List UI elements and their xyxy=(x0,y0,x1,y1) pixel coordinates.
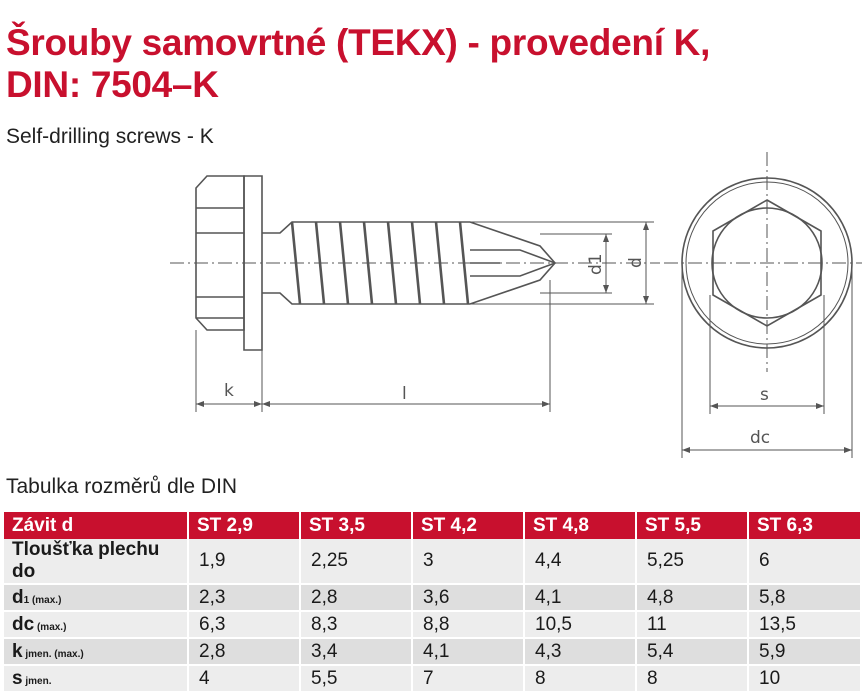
table-cell: 4,8 xyxy=(636,584,748,611)
table-header-row xyxy=(4,512,860,539)
table-cell: 3,6 xyxy=(412,584,524,611)
dim-label-s: s xyxy=(760,385,769,405)
table-cell: 4,4 xyxy=(524,539,636,584)
table-cell: 4,3 xyxy=(524,638,636,665)
row-label: k jmen. (max.) xyxy=(4,638,188,665)
table-cell: 13,5 xyxy=(748,611,860,638)
table-cell: 8 xyxy=(636,665,748,692)
title-line-2: DIN: 7504–K xyxy=(6,64,219,105)
table-cell: 5,4 xyxy=(636,638,748,665)
header-cell: ST 2,9 xyxy=(188,512,300,539)
table-cell: 2,8 xyxy=(300,584,412,611)
table-row xyxy=(4,611,860,638)
table-caption: Tabulka rozměrů dle DIN xyxy=(6,475,238,498)
row-label: s jmen. xyxy=(4,665,188,692)
dim-label-d1: d1 xyxy=(586,253,606,275)
table-cell: 5,8 xyxy=(748,584,860,611)
table-row xyxy=(4,539,860,584)
table-cell: 6 xyxy=(748,539,860,584)
table-cell: 5,5 xyxy=(300,665,412,692)
table-cell: 8,3 xyxy=(300,611,412,638)
table-cell: 3,4 xyxy=(300,638,412,665)
table-cell: 2,3 xyxy=(188,584,300,611)
row-label: dc (max.) xyxy=(4,611,188,638)
table-cell: 8 xyxy=(524,665,636,692)
table-cell: 1,9 xyxy=(188,539,300,584)
header-cell: ST 4,2 xyxy=(412,512,524,539)
table-cell: 4,1 xyxy=(524,584,636,611)
dim-label-d: d xyxy=(626,257,646,268)
table-cell: 3 xyxy=(412,539,524,584)
table-cell: 8,8 xyxy=(412,611,524,638)
dim-label-l: l xyxy=(402,384,407,404)
row-label: Tloušťka plechu do xyxy=(4,539,188,584)
screw-technical-drawing xyxy=(160,150,864,460)
table-cell: 10,5 xyxy=(524,611,636,638)
table-cell: 2,25 xyxy=(300,539,412,584)
hex-head-side xyxy=(196,176,244,330)
header-cell: ST 6,3 xyxy=(748,512,860,539)
table-cell: 6,3 xyxy=(188,611,300,638)
header-cell: ST 4,8 xyxy=(524,512,636,539)
table-cell: 4,1 xyxy=(412,638,524,665)
header-cell-thread: Závit d xyxy=(4,512,188,539)
table-row xyxy=(4,665,860,692)
table-cell: 5,25 xyxy=(636,539,748,584)
dim-label-dc: dc xyxy=(750,428,771,448)
page-title xyxy=(6,22,710,106)
table-cell: 5,9 xyxy=(748,638,860,665)
dim-label-k: k xyxy=(224,381,234,401)
row-label: d1 (max.) xyxy=(4,584,188,611)
table-row xyxy=(4,584,860,611)
table-cell: 11 xyxy=(636,611,748,638)
header-cell: ST 3,5 xyxy=(300,512,412,539)
table-row xyxy=(4,638,860,665)
title-line-1: Šrouby samovrtné (TEKX) - provedení K, xyxy=(6,22,711,63)
table-cell: 7 xyxy=(412,665,524,692)
table-cell: 10 xyxy=(748,665,860,692)
header-cell: ST 5,5 xyxy=(636,512,748,539)
table-cell: 4 xyxy=(188,665,300,692)
subtitle: Self-drilling screws - K xyxy=(6,125,214,148)
dimensions-table xyxy=(4,512,860,693)
table-cell: 2,8 xyxy=(188,638,300,665)
